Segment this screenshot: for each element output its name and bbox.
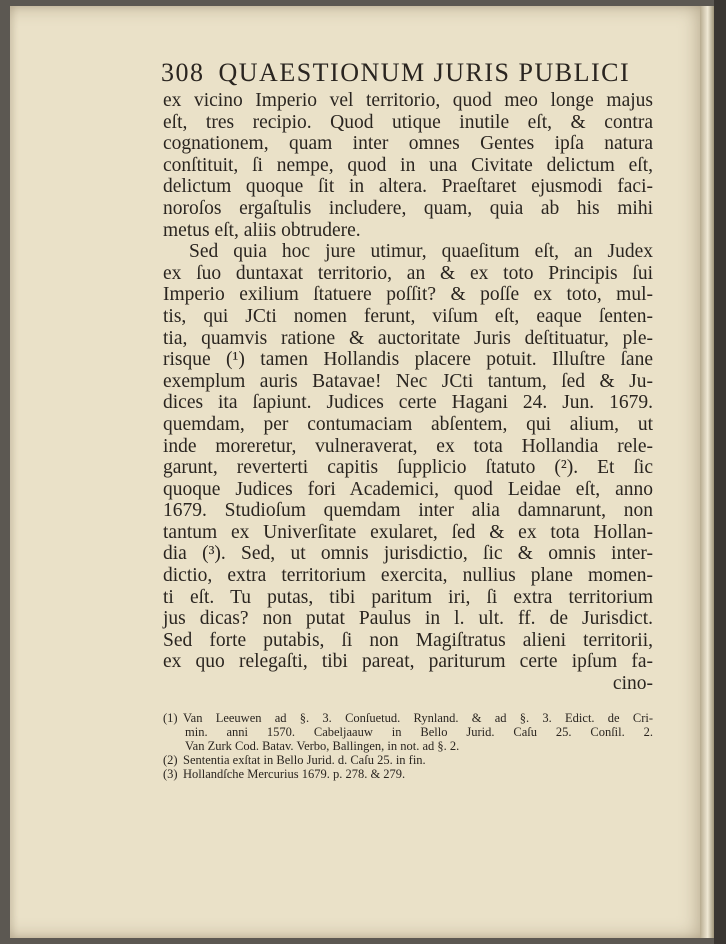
text-line: quemdam, per contumaciam abſentem, qui alium, ut: [163, 413, 653, 435]
footnote-text: Van Leeuwen ad §. 3. Conſuetud. Rynland. & ad §. 3. Edict. de Cri-: [183, 710, 653, 725]
footnote-marker: (3): [163, 767, 178, 782]
text-line: ex quo relegaſti, tibi pareat, pariturum certe ipſum fa-: [163, 651, 653, 673]
text-line: ti eſt. Tu putas, tibi paritum iri, ſi extra territorium: [163, 586, 653, 608]
text-line: ex ſuo duntaxat territorio, an & ex toto Principis ſui: [163, 262, 653, 284]
text-line: Sed forte putabis, ſi non Magiſtratus alieni territorii,: [163, 629, 653, 651]
page-gutter: [700, 6, 714, 938]
text-line: delictum quoque ſit in altera. Praeſtaret ejusmodi faci-: [163, 176, 653, 198]
text-line: dia (³). Sed, ut omnis jurisdictio, ſic & omnis inter-: [163, 543, 653, 565]
text-line: dictio, extra territorium exercita, nullius plane momen-: [163, 565, 653, 587]
footnotes: [163, 711, 653, 782]
body-text: [163, 90, 653, 695]
footnote-line: [163, 739, 653, 753]
footnote-line: [163, 725, 653, 739]
text-line: quoque Judices fori Academici, quod Leidae eſt, anno: [163, 478, 653, 500]
footnote-line: [163, 753, 653, 767]
text-line: eſt, tres recipio. Quod utique inutile eſt, & contra: [163, 111, 653, 133]
text-line: Sed quia hoc jure utimur, quaeſitum eſt, an Judex: [189, 241, 653, 263]
text-line: risque (¹) tamen Hollandis placere potuit. Illuſtre ſane: [163, 349, 653, 371]
footnote-text: Van Zurk Cod. Batav. Verbo, Ballingen, in not. ad §. 2.: [185, 739, 460, 753]
page-number: 308: [161, 58, 205, 87]
page-text: [163, 58, 653, 782]
text-line: cino-: [612, 673, 653, 695]
text-line: Imperio exilium ſtatuere poſſit? & poſſe ex toto, mul-: [163, 284, 653, 306]
text-line: tia, quamvis ratione & auctoritate Juris deſtituatur, ple-: [163, 327, 653, 349]
footnote-line: [163, 711, 653, 725]
text-line: tis, qui JCti nomen ferunt, viſum eſt, eaque ſenten-: [163, 305, 653, 327]
footnote-marker: (2): [163, 753, 178, 768]
text-line: conſtituit, ſi nempe, quod in una Civitate delictum eſt,: [163, 154, 653, 176]
footnote-line: [163, 767, 653, 781]
book-edge: [714, 0, 726, 944]
text-line: inde moreretur, vulneraverat, ex tota Hollandia rele-: [163, 435, 653, 457]
text-line: dices ita ſapiunt. Judices certe Hagani 24. Jun. 1679.: [163, 392, 653, 414]
text-line: metus eſt, aliis obtrudere.: [163, 219, 361, 241]
footnote-marker: (1): [163, 710, 178, 725]
text-line: 1679. Studioſum quemdam inter alia damnarunt, non: [163, 500, 653, 522]
text-line: noroſos ergaſtulis includere, quam, quia ab his mihi: [163, 197, 653, 219]
footnote-text: Sententia exſtat in Bello Jurid. d. Caſu 25. in fin.: [183, 753, 426, 768]
text-line: jus dicas? non putat Paulus in l. ult. ff. de Jurisdict.: [163, 608, 653, 630]
running-title: QUAESTIONUM JURIS PUBLICI: [218, 58, 631, 87]
text-line: ex vicino Imperio vel territorio, quod meo longe majus: [163, 90, 653, 111]
text-line: tantum ex Univerſitate exularet, ſed & ex tota Hollan-: [163, 521, 653, 543]
text-line: garunt, reverterti capitis ſupplicio ſtatuto (²). Et ſic: [163, 457, 653, 479]
text-line: cognationem, quam inter omnes Gentes ipſa natura: [163, 133, 653, 155]
text-line: exemplum auris Batavae! Nec JCti tantum, ſed & Ju-: [163, 370, 653, 392]
running-head: [161, 58, 653, 88]
footnote-text: min. anni 1570. Cabeljaauw in Bello Jurid. Caſu 25. Conſil. 2.: [185, 724, 653, 739]
footnote-text: Hollandſche Mercurius 1679. p. 278. & 279.: [183, 767, 406, 782]
